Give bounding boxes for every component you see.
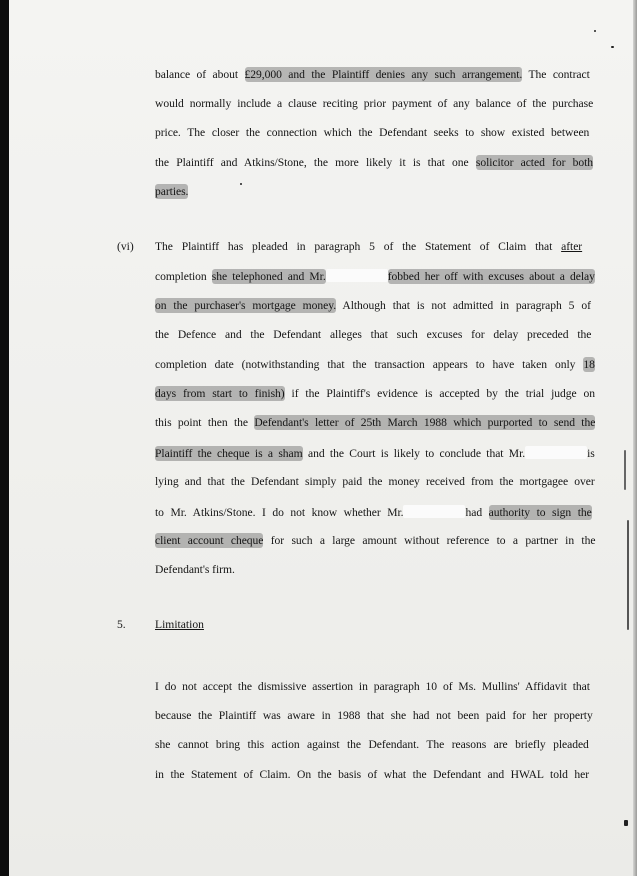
text-line <box>155 126 589 140</box>
scan-right-edge <box>633 0 637 876</box>
text-run: the Plaintiff and Atkins/Stone, the more likely it is that one <box>155 155 476 169</box>
text-run: completion date (notwithstanding that the transaction appears to have taken only <box>155 357 584 371</box>
text-run: The contract <box>522 68 590 81</box>
text-line <box>155 328 591 342</box>
text-line <box>155 680 590 694</box>
highlighted-text: 18 <box>583 357 595 371</box>
text-line <box>155 446 595 461</box>
highlighted-text: client account cheque <box>155 534 264 547</box>
text-run: she cannot bring this action against the Defendant. The reasons are briefly pleaded <box>155 738 589 752</box>
scan-edge-mark <box>624 450 626 490</box>
text-line <box>155 505 592 520</box>
text-line <box>155 299 591 313</box>
text-line <box>155 475 595 489</box>
text-line <box>155 68 590 82</box>
redacted-name <box>525 446 587 459</box>
text-line <box>155 416 595 430</box>
text-run: I do not accept the dismissive assertion in paragraph 10 of Ms. Mullins' Affidavit that <box>155 680 590 693</box>
text-run: balance of about <box>155 68 245 81</box>
scan-edge-mark <box>627 520 629 630</box>
item-vi-marker: (vi) <box>117 240 134 253</box>
section-heading-limitation: Limitation <box>155 618 204 631</box>
section-number: 5. <box>117 618 126 631</box>
redacted-name <box>326 269 388 282</box>
highlighted-text: solicitor acted for both <box>475 155 594 169</box>
text-run: had <box>465 505 489 519</box>
highlighted-text: Plaintiff the cheque is a sham <box>155 446 303 460</box>
text-line <box>155 534 595 548</box>
text-run: the Defence and the Defendant alleges that such excuses for delay preceded the <box>155 328 592 342</box>
scan-speck <box>594 30 596 32</box>
text-run: price. The closer the connection which the Defendant seeks to show existed between <box>155 126 590 140</box>
text-run: completion <box>155 270 212 284</box>
text-line <box>155 269 595 284</box>
highlighted-text: on the purchaser's mortgage money. <box>155 298 337 312</box>
highlighted-text: days from start to finish) <box>155 387 285 400</box>
text-line <box>155 709 593 723</box>
text-run: to Mr. Atkins/Stone. I do not know whether Mr. <box>155 505 404 519</box>
text-run: Although that is not admitted in paragraph 5 of <box>336 298 591 312</box>
text-run: because the Plaintiff was aware in 1988 that she had not been paid for her property <box>155 709 593 723</box>
highlighted-text: she telephoned and Mr. <box>211 270 326 284</box>
scan-left-edge <box>0 0 9 876</box>
text-run: The Plaintiff has pleaded in paragraph 5 of the Statement of Claim that <box>155 240 562 253</box>
text-run: is <box>587 446 595 460</box>
text-line <box>155 768 589 782</box>
text-line <box>155 563 235 577</box>
text-run: and the Court is likely to conclude that Mr. <box>302 446 526 460</box>
highlighted-text: authority to sign the <box>488 505 592 519</box>
text-line <box>155 387 595 401</box>
text-run: if the Plaintiff's evidence is accepted by the trial judge on <box>284 387 596 400</box>
scan-speck <box>240 183 242 185</box>
highlighted-text: Defendant's letter of 25th March 1988 which purported to send the <box>254 416 596 430</box>
redacted-name <box>403 505 465 518</box>
text-run: lying and that the Defendant simply paid the money received from the mortgagee over <box>155 475 595 489</box>
text-run: Defendant's firm. <box>155 563 235 577</box>
highlighted-text: fobbed her off with excuses about a delay <box>387 270 595 284</box>
text-line <box>155 738 589 752</box>
text-line <box>155 240 582 254</box>
scan-speck <box>624 820 628 826</box>
text-run: in the Statement of Claim. On the basis of what the Defendant and HWAL told her <box>155 767 590 781</box>
text-line <box>155 185 188 199</box>
text-line <box>155 97 593 111</box>
underlined-text: after <box>561 240 583 253</box>
text-line <box>155 358 595 372</box>
highlighted-text: £29,000 and the Plaintiff denies any such arrangement. <box>244 68 523 81</box>
scan-speck <box>611 46 614 48</box>
text-run: would normally include a clause reciting prior payment of any balance of the purchase <box>155 97 594 111</box>
highlighted-text: parties. <box>155 184 189 198</box>
text-run: for such a large amount without reference to a partner in the <box>263 534 596 547</box>
text-line <box>155 156 593 170</box>
text-run: this point then the <box>155 416 255 430</box>
